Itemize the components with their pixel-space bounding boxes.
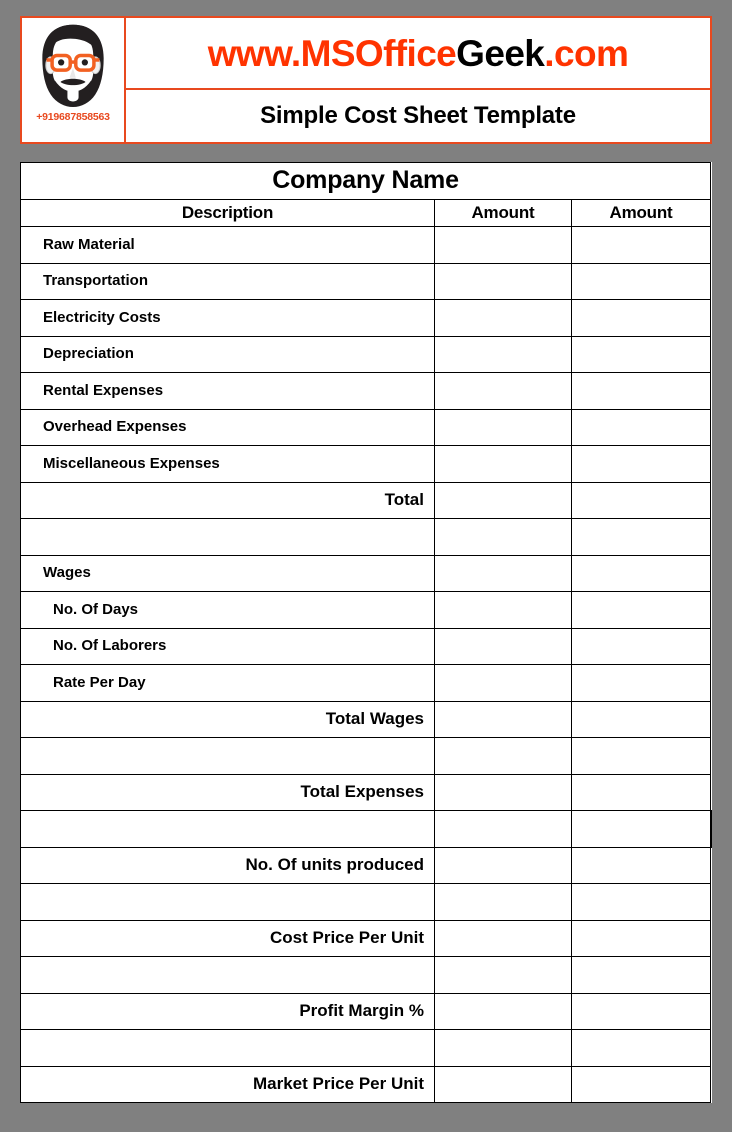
row-amount-1-cell[interactable] <box>435 482 572 519</box>
table-row <box>21 957 712 994</box>
row-amount-2-cell[interactable] <box>711 811 712 848</box>
table-row <box>21 920 712 957</box>
table-row <box>21 555 712 592</box>
row-amount-2-cell[interactable] <box>572 1030 711 1067</box>
row-amount-2-cell[interactable] <box>572 519 711 556</box>
table-row <box>21 300 712 337</box>
row-label-cell[interactable]: Wages <box>21 555 435 592</box>
table-row <box>21 847 712 884</box>
row-amount-2-cell[interactable] <box>572 628 711 665</box>
row-amount-2-cell[interactable] <box>572 227 711 264</box>
row-amount-1-cell[interactable] <box>435 300 572 337</box>
row-amount-2-cell[interactable] <box>572 592 711 629</box>
table-row <box>21 373 712 410</box>
row-label-cell[interactable]: Miscellaneous Expenses <box>21 446 435 483</box>
row-amount-2-cell[interactable] <box>572 993 711 1030</box>
row-amount-2-cell[interactable] <box>572 300 711 337</box>
row-amount-1-cell[interactable] <box>435 920 572 957</box>
company-name-cell[interactable]: Company Name <box>21 163 711 200</box>
row-amount-2-cell[interactable] <box>572 847 711 884</box>
header-amount-2: Amount <box>572 200 711 227</box>
row-amount-1-cell[interactable] <box>435 774 572 811</box>
row-label-cell[interactable]: Market Price Per Unit <box>21 1066 435 1103</box>
brand-right <box>126 18 710 142</box>
row-amount-1-cell[interactable] <box>435 957 572 994</box>
brand-phone: +919687858563 <box>36 111 110 123</box>
row-label-cell-left[interactable] <box>21 811 435 848</box>
row-label-cell[interactable]: Total Wages <box>21 701 435 738</box>
row-amount-1-cell[interactable] <box>435 263 572 300</box>
row-amount-1-cell[interactable] <box>435 847 572 884</box>
row-amount-1-cell[interactable] <box>435 738 572 775</box>
table-row <box>21 263 712 300</box>
brand-header <box>20 16 712 144</box>
row-amount-1-cell[interactable] <box>435 884 572 921</box>
row-label-cell-right[interactable] <box>435 811 572 848</box>
row-amount-1-cell[interactable] <box>435 373 572 410</box>
table-row <box>21 336 712 373</box>
row-label-cell[interactable]: Rate Per Day <box>21 665 435 702</box>
row-amount-1-cell[interactable] <box>435 628 572 665</box>
table-row <box>21 738 712 775</box>
site-url-part3: .com <box>544 32 629 74</box>
row-label-cell[interactable]: No. Of Days <box>21 592 435 629</box>
row-amount-1-cell[interactable] <box>435 336 572 373</box>
cost-sheet-body <box>21 163 712 227</box>
row-label-cell[interactable]: Profit Margin % <box>21 993 435 1030</box>
row-amount-2-cell[interactable] <box>572 263 711 300</box>
brand-site-url <box>126 18 710 90</box>
table-row <box>21 592 712 629</box>
row-amount-2-cell[interactable] <box>572 957 711 994</box>
table-row <box>21 701 712 738</box>
row-label-cell[interactable]: Total <box>21 482 435 519</box>
row-label-cell[interactable]: Rental Expenses <box>21 373 435 410</box>
table-row <box>21 811 712 848</box>
row-label-cell[interactable] <box>21 1030 435 1067</box>
table-row <box>21 227 712 264</box>
row-label-cell[interactable]: Raw Material <box>21 227 435 264</box>
row-amount-1-cell[interactable] <box>435 701 572 738</box>
row-amount-2-cell[interactable] <box>572 665 711 702</box>
row-amount-1-cell[interactable] <box>435 1030 572 1067</box>
row-label-cell[interactable]: Transportation <box>21 263 435 300</box>
column-header-row <box>21 200 712 227</box>
row-amount-1-cell[interactable] <box>435 446 572 483</box>
cost-sheet-table <box>20 162 712 1103</box>
row-label-cell[interactable]: Depreciation <box>21 336 435 373</box>
table-row <box>21 993 712 1030</box>
table-row <box>21 1066 712 1103</box>
site-url-part2: Geek <box>456 32 545 74</box>
row-amount-2-cell[interactable] <box>572 884 711 921</box>
row-amount-2-cell[interactable] <box>572 1066 711 1103</box>
row-amount-2-cell[interactable] <box>572 336 711 373</box>
bearded-man-glasses-logo-icon <box>31 22 115 114</box>
row-label-cell[interactable]: No. Of units produced <box>21 847 435 884</box>
row-label-cell[interactable]: No. Of Laborers <box>21 628 435 665</box>
table-row <box>21 446 712 483</box>
site-url-part1: www.MSOffice <box>207 32 457 74</box>
row-label-cell[interactable]: Cost Price Per Unit <box>21 920 435 957</box>
row-amount-1-cell[interactable] <box>435 592 572 629</box>
template-subtitle: Simple Cost Sheet Template <box>260 102 576 129</box>
row-amount-2-cell[interactable] <box>572 446 711 483</box>
cost-sheet-rows <box>21 227 712 1103</box>
row-amount-1-cell[interactable] <box>435 1066 572 1103</box>
table-row <box>21 409 712 446</box>
row-label-cell[interactable]: Electricity Costs <box>21 300 435 337</box>
row-amount-2-cell[interactable] <box>572 920 711 957</box>
table-row <box>21 519 712 556</box>
table-row <box>21 665 712 702</box>
row-label-cell[interactable]: Overhead Expenses <box>21 409 435 446</box>
header-amount-1: Amount <box>435 200 572 227</box>
table-row <box>21 628 712 665</box>
row-amount-2-cell[interactable] <box>572 555 711 592</box>
row-label-cell[interactable]: Total Expenses <box>21 774 435 811</box>
row-amount-1-cell[interactable] <box>435 227 572 264</box>
row-label-cell[interactable] <box>21 884 435 921</box>
row-amount-2-cell[interactable] <box>572 701 711 738</box>
row-amount-2-cell[interactable] <box>572 482 711 519</box>
row-amount-1-cell[interactable] <box>572 811 711 848</box>
row-amount-2-cell[interactable] <box>572 738 711 775</box>
row-amount-1-cell[interactable] <box>435 555 572 592</box>
row-label-cell[interactable] <box>21 738 435 775</box>
table-row <box>21 482 712 519</box>
brand-logo-cell <box>22 18 126 142</box>
table-row <box>21 1030 712 1067</box>
row-amount-2-cell[interactable] <box>572 774 711 811</box>
company-name-row <box>21 163 712 200</box>
row-amount-2-cell[interactable] <box>572 373 711 410</box>
row-label-cell[interactable] <box>21 957 435 994</box>
row-label-cell[interactable] <box>21 519 435 556</box>
header-description: Description <box>21 200 435 227</box>
row-amount-1-cell[interactable] <box>435 993 572 1030</box>
table-row <box>21 774 712 811</box>
row-amount-2-cell[interactable] <box>572 409 711 446</box>
row-amount-1-cell[interactable] <box>435 519 572 556</box>
row-amount-1-cell[interactable] <box>435 409 572 446</box>
row-amount-1-cell[interactable] <box>435 665 572 702</box>
table-row <box>21 884 712 921</box>
